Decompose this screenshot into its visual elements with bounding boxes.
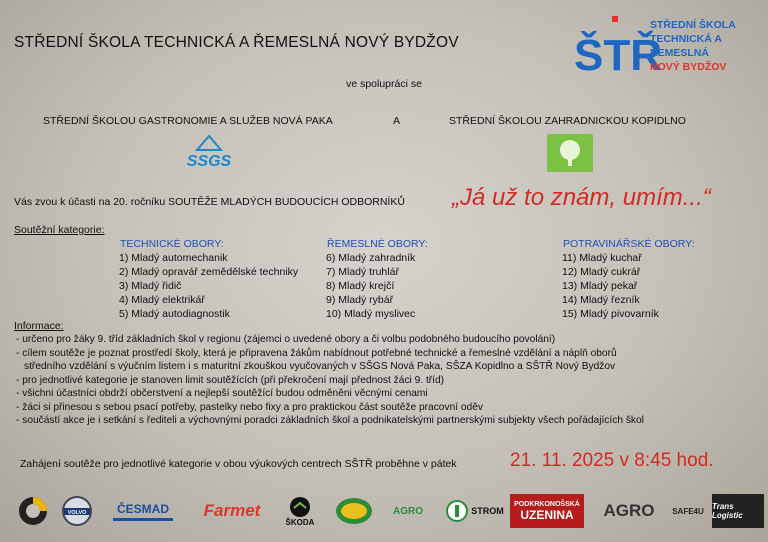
green-badge-icon	[334, 496, 374, 526]
partner-and: A	[393, 115, 401, 127]
info-line: - žáci si přinesou s sebou psací potřeby, pastelky nebo fixy a pro praktickou část soutěže pracovní oděv	[16, 401, 483, 413]
sponsor-uzenina	[510, 494, 584, 528]
sponsor-safe4u: SAFE4U	[672, 506, 704, 516]
sponsor-green-badge	[334, 494, 374, 528]
list-item: 3) Mladý řidič	[119, 280, 182, 293]
info-line: - pro jednotlivé kategorie je stanoven limit soutěžících (při překročení mají přednost žáci 9. tříd)	[16, 374, 445, 386]
sponsor-cesmad	[102, 494, 184, 528]
list-item: 1) Mladý automechanik	[119, 252, 228, 264]
page-title: STŘEDNÍ ŠKOLA TECHNICKÁ A ŘEMESLNÁ NOVÝ BYDŽOV	[14, 34, 459, 51]
uzenina-top: PODKRKONOŠSKÁ	[514, 500, 580, 508]
cesmad-name: ČESMAD	[116, 501, 169, 516]
list-item: 5) Mladý autodiagnostik	[119, 308, 230, 321]
list-item: 6) Mladý zahradník	[326, 252, 416, 264]
list-item: 11) Mladý kuchař	[562, 252, 642, 264]
skoda-logo-icon	[288, 496, 312, 518]
sstr-logo-mark: ŠTŘ	[574, 31, 662, 80]
sponsor-strom	[444, 494, 506, 528]
list-item: 2) Mladý opravář zemědělské techniky	[119, 266, 299, 279]
list-item: 15) Mladý pivovarník	[562, 308, 659, 321]
strom-logo-icon	[446, 500, 468, 522]
info-list	[16, 333, 644, 428]
list-item: 12) Mladý cukrář	[562, 266, 641, 279]
ssgs-logo-text: SSGS	[186, 153, 232, 170]
sponsor-agroslatina: AGRO	[393, 505, 423, 517]
list-item: 10) Mladý myslivec	[326, 308, 416, 321]
tree-icon	[547, 134, 593, 172]
list-crafts	[326, 251, 415, 321]
logo-line-1: STŘEDNÍ ŠKOLA	[650, 19, 736, 31]
slogan: „Já už to znám, umím...“	[452, 184, 711, 211]
sponsor-trans-logistic: Trans Logistic	[712, 494, 764, 528]
sstr-logo-text	[650, 18, 768, 74]
list-item: 13) Mladý pekař	[562, 280, 638, 293]
svg-text:VOLVO: VOLVO	[67, 510, 87, 516]
kopidlno-logo	[547, 134, 593, 172]
strom-name: STROM	[471, 506, 504, 516]
column-heading-crafts: ŘEMESLNÉ OBORY:	[327, 238, 428, 250]
partner-school-right: STŘEDNÍ ŠKOLOU ZAHRADNICKOU KOPIDLNO	[449, 115, 686, 127]
categories-heading: Soutěžní kategorie:	[14, 224, 105, 236]
uzenina-name: UZENINA	[520, 507, 574, 522]
info-line: - určeno pro žáky 9. tříd základních škol v regionu (zájemci o uvedené obory a či volbu podobného budoucího povolání)	[16, 334, 556, 345]
list-technical	[119, 251, 298, 321]
invitation-text: Vás zvou k účasti na 20. ročníku SOUTĚŽE MLADÝCH BUDOUCÍCH ODBORNÍKŮ	[14, 196, 405, 208]
info-line: středního vzdělání s výučním listem i s maturitní zkouškou vyučovaných v SŠGS Nová Paka, SŠZA Kopidlno a SŠTŘ Nový Bydžov	[24, 361, 616, 372]
sponsor-farmet: Farmet	[203, 501, 261, 520]
sstr-logo	[572, 14, 662, 80]
partner-school-left: STŘEDNÍ ŠKOLOU GASTRONOMIE A SLUŽEB NOVÁ PAKA	[43, 115, 333, 127]
list-item: 8) Mladý krejčí	[326, 280, 395, 293]
sponsor-agro: AGRO	[603, 501, 655, 520]
circle-logo-icon	[16, 494, 50, 528]
cooperation-text: ve spolupráci se	[346, 78, 422, 90]
info-line: - všichni účastníci obdrží občerstvení a nejlepší soutěžící budou odměněni věcnými cenami	[16, 388, 428, 399]
start-date: 21. 11. 2025 v 8:45 hod.	[510, 450, 714, 471]
info-line: - cílem soutěže je poznat prostředí školy, která je připravena žákům nabídnout potřebné technické a řemeslné vzdělání a náplň oborů	[16, 347, 617, 359]
sponsor-volvo	[60, 494, 94, 528]
list-food	[562, 251, 659, 321]
sponsor-logo-circle	[16, 494, 50, 528]
ssgs-logo	[176, 134, 242, 170]
logo-line-3: NOVÝ BYDŽOV	[650, 61, 727, 73]
sponsor-skoda	[276, 494, 324, 528]
info-heading: Informace:	[14, 320, 64, 332]
start-text: Zahájení soutěže pro jednotlivé kategorie v obou výukových centrech SŠTŘ proběhne v pátek	[20, 458, 457, 470]
column-heading-technical: TECHNICKÉ OBORY:	[120, 238, 224, 250]
skoda-name: ŠKODA	[285, 517, 315, 527]
list-item: 4) Mladý elektrikář	[119, 294, 205, 307]
logo-line-2: TECHNICKÁ A ŘEMESLNÁ	[650, 33, 722, 59]
column-heading-food: POTRAVINÁŘSKÉ OBORY:	[563, 238, 695, 250]
list-item: 9) Mladý rybář	[326, 294, 394, 307]
info-line: - součástí akce je i setkání s řediteli a výchovnými poradci základních škol a podnikatelskými partnerskými subjekty všech pořádajících škol	[16, 415, 644, 426]
list-item: 14) Mladý řezník	[562, 294, 640, 307]
volvo-logo-icon	[60, 494, 94, 528]
list-item: 7) Mladý truhlář	[326, 266, 399, 279]
